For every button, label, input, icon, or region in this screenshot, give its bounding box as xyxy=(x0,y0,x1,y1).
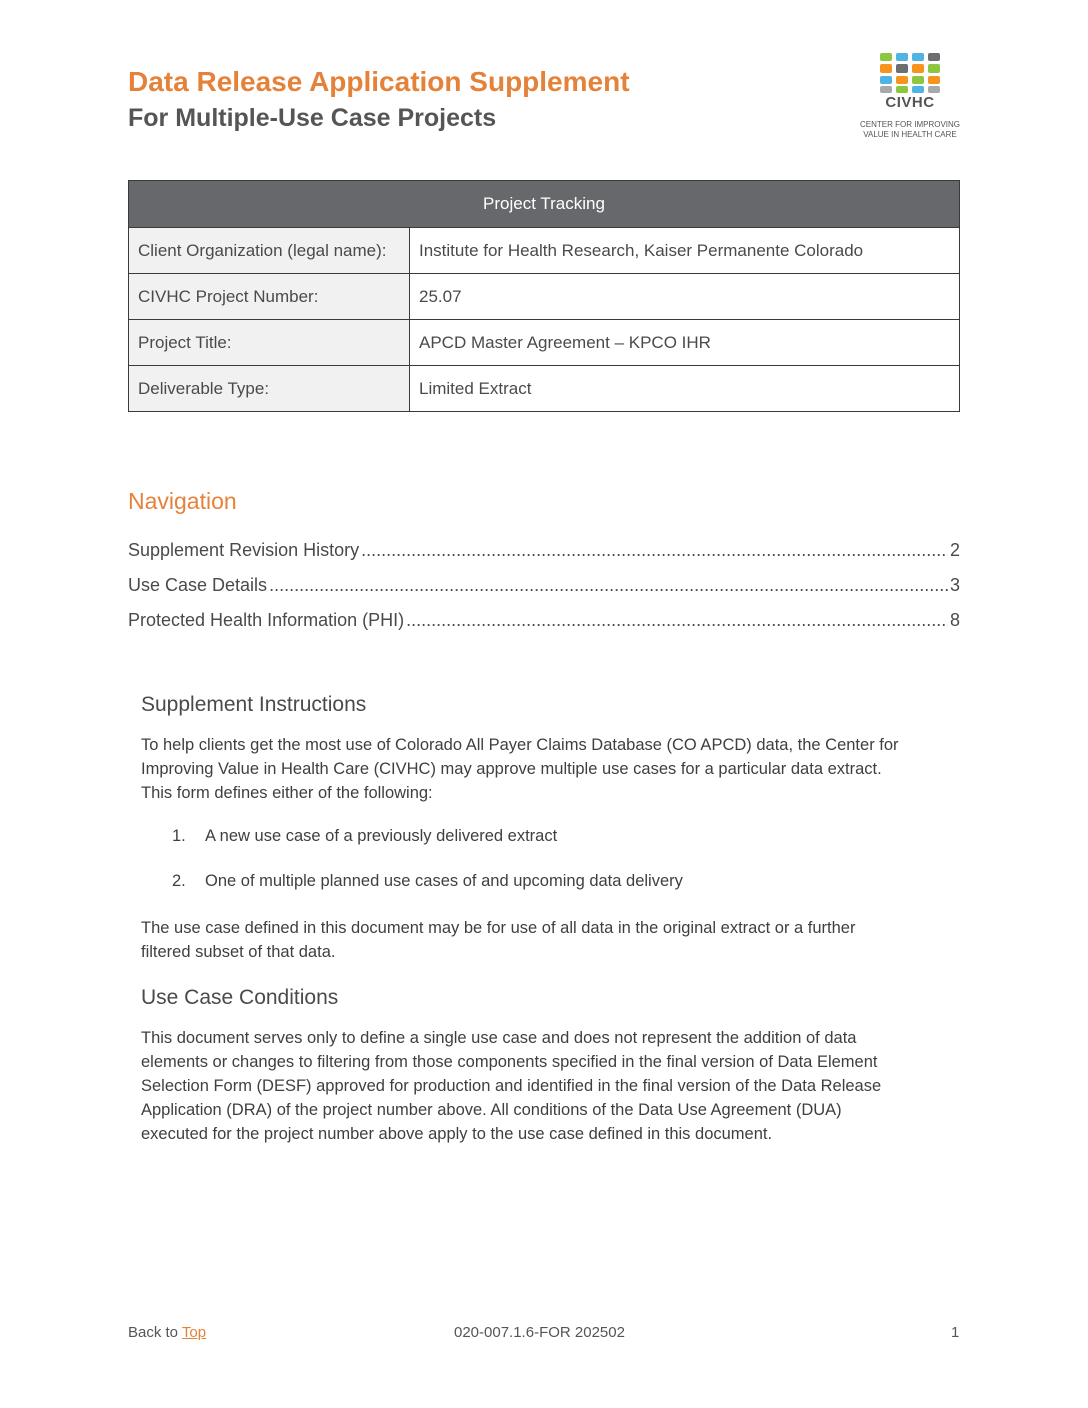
tracking-heading: Project Tracking xyxy=(129,181,960,228)
toc-entry-label: Protected Health Information (PHI) xyxy=(128,610,405,630)
conditions-line: Selection Form (DESF) approved for production and identified in the final version of the Data Release xyxy=(141,1077,882,1095)
instructions-intro-line: Improving Value in Health Care (CIVHC) may approve multiple use cases for a particular data extract. xyxy=(141,760,882,778)
footer-back-to-top xyxy=(128,1324,206,1341)
toc-page-number: 8 xyxy=(949,610,960,630)
toc-leader xyxy=(361,540,948,561)
table-row xyxy=(129,366,960,412)
toc-page-number: 2 xyxy=(949,540,960,560)
toc-page-number: 3 xyxy=(949,575,960,595)
page-title: Data Release Application Supplement xyxy=(128,66,630,97)
navigation-heading: Navigation xyxy=(128,488,237,514)
footer-page-number: 1 xyxy=(951,1324,960,1341)
deliverable-type-value: Limited Extract xyxy=(410,366,960,412)
project-title-label: Project Title: xyxy=(129,320,410,366)
project-number-label: CIVHC Project Number: xyxy=(129,274,410,320)
conditions-line: This document serves only to define a single use case and does not represent the addition of data xyxy=(141,1029,857,1047)
toc-link-use-case-details[interactable] xyxy=(128,575,960,596)
toc-link-phi[interactable] xyxy=(128,610,960,631)
toc-link-revision-history[interactable] xyxy=(128,540,960,561)
list-item: One of multiple planned use cases of and upcoming data delivery xyxy=(205,872,683,890)
toc-entry-label: Supplement Revision History xyxy=(128,540,360,560)
toc-entry-label: Use Case Details xyxy=(128,575,268,595)
logo-tagline-line1: CENTER FOR IMPROVING xyxy=(860,120,961,129)
back-to-top-link[interactable]: Top xyxy=(181,1324,207,1341)
list-item-number: 1. xyxy=(172,827,186,845)
civhc-logo-mark-icon xyxy=(879,52,941,94)
instructions-heading: Supplement Instructions xyxy=(141,693,367,716)
list-item-number: 2. xyxy=(172,872,186,890)
conditions-line: elements or changes to filtering from those components specified in the final version of Data Element xyxy=(141,1053,878,1071)
toc-leader xyxy=(269,575,948,596)
tracking-header-row xyxy=(129,181,960,228)
logo-wordmark: CIVHC xyxy=(885,94,935,111)
instructions-outro-line: filtered subset of that data. xyxy=(141,943,336,961)
footer-back-prefix: Back to xyxy=(128,1324,182,1341)
page-subtitle: For Multiple-Use Case Projects xyxy=(128,104,497,132)
deliverable-type-label: Deliverable Type: xyxy=(129,366,410,412)
conditions-line: Application (DRA) of the project number above. All conditions of the Data Use Agreement (DUA) xyxy=(141,1101,842,1119)
table-row xyxy=(129,228,960,274)
instructions-intro-line: This form defines either of the following: xyxy=(141,784,433,802)
conditions-heading: Use Case Conditions xyxy=(141,986,339,1009)
project-tracking-table xyxy=(128,180,960,412)
conditions-line: executed for the project number above apply to the use case defined in this document. xyxy=(141,1125,773,1143)
footer-document-code: 020-007.1.6-FOR 202502 xyxy=(454,1324,625,1341)
toc-leader xyxy=(406,610,948,631)
instructions-intro-line: To help clients get the most use of Colorado All Payer Claims Database (CO APCD) data, the Center for xyxy=(141,736,899,754)
client-organization-value: Institute for Health Research, Kaiser Permanente Colorado xyxy=(410,228,960,274)
logo-tagline-line2: VALUE IN HEALTH CARE xyxy=(863,130,957,139)
project-number-value: 25.07 xyxy=(410,274,960,320)
project-title-value: APCD Master Agreement – KPCO IHR xyxy=(410,320,960,366)
table-row xyxy=(129,320,960,366)
instructions-outro-line: The use case defined in this document may be for use of all data in the original extract or a further xyxy=(141,919,856,937)
table-row xyxy=(129,274,960,320)
client-organization-label: Client Organization (legal name): xyxy=(129,228,410,274)
list-item: A new use case of a previously delivered extract xyxy=(205,827,558,845)
